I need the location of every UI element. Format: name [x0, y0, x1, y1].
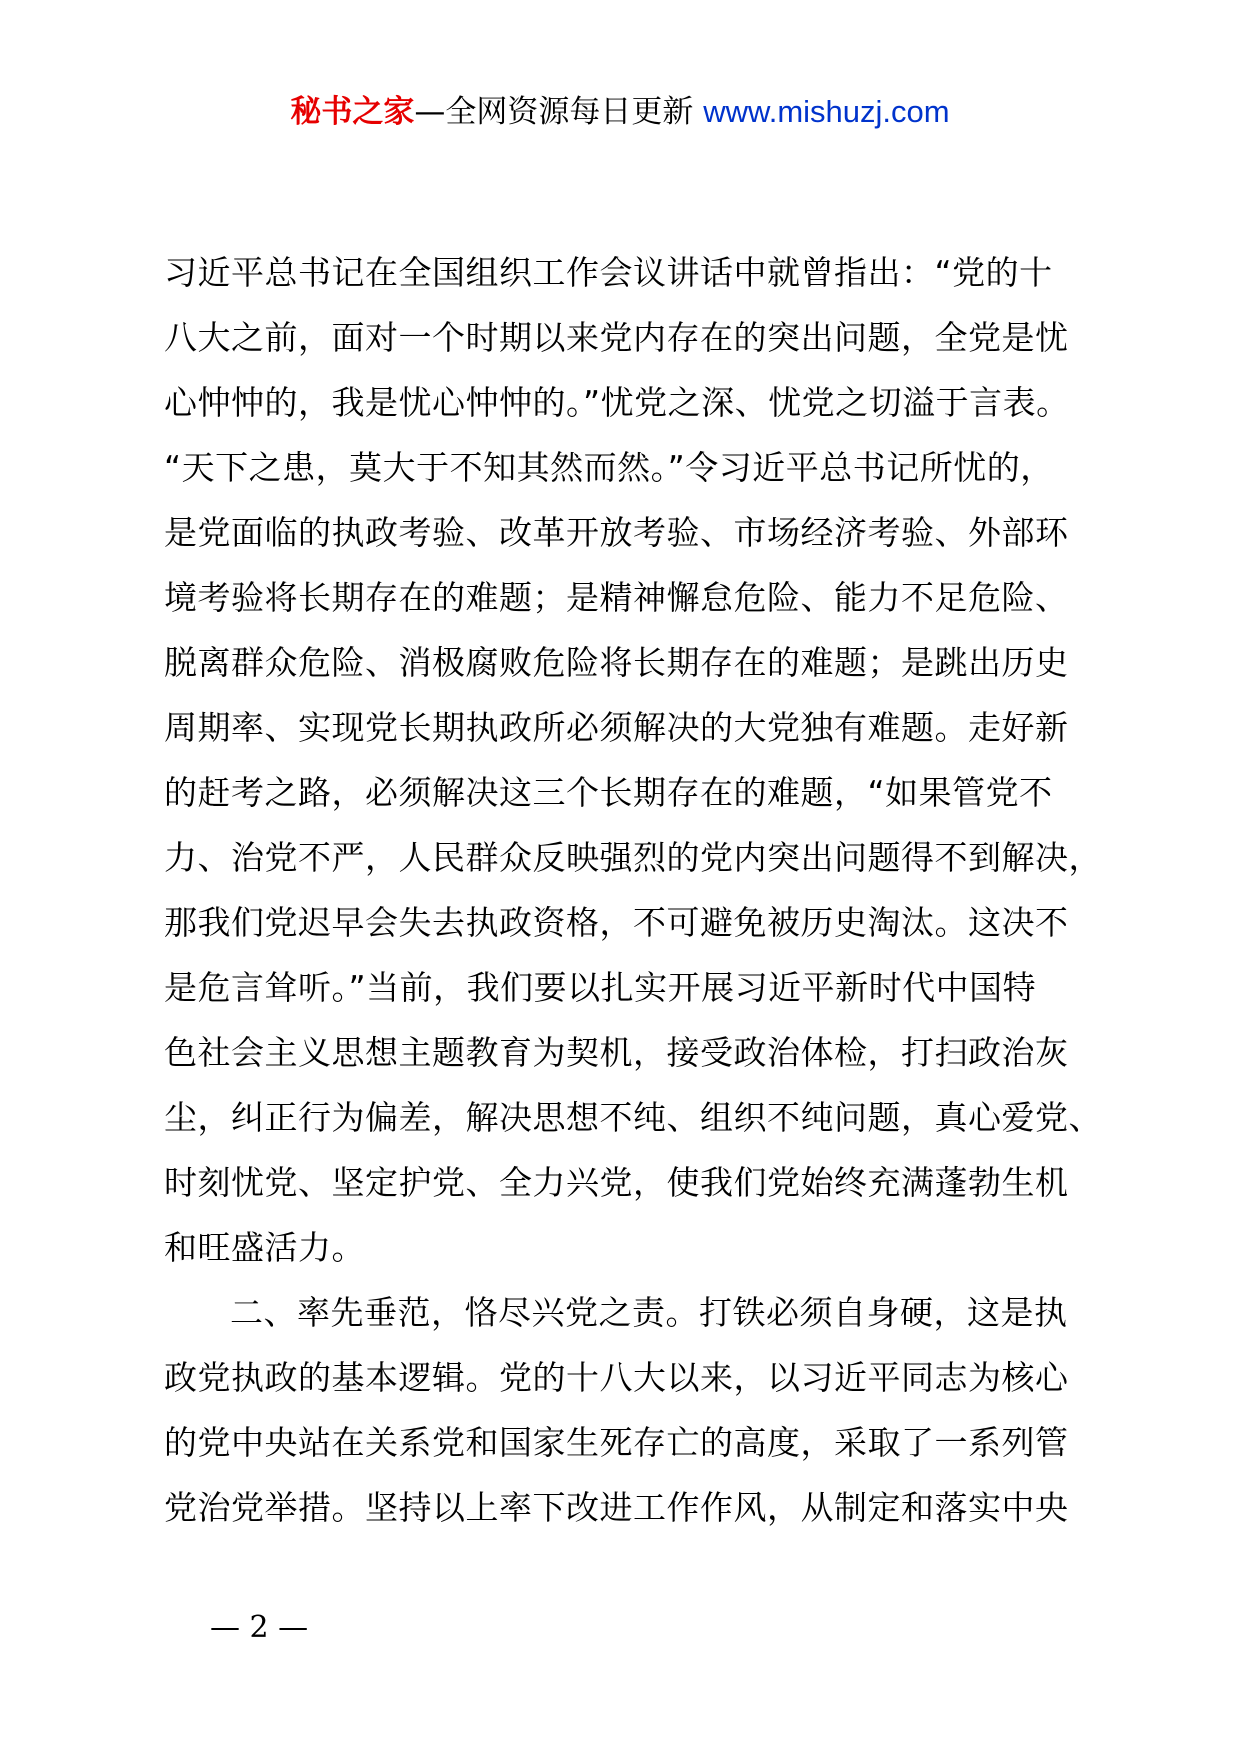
body-line: 色社会主义思想主题教育为契机，接受政治体检，打扫政治灰	[164, 1033, 1069, 1072]
body-line: 和旺盛活力。	[164, 1228, 365, 1267]
body-line: 尘，纠正行为偏差，解决思想不纯、组织不纯问题，真心爱党、	[164, 1098, 1102, 1137]
page-number: — 2 —	[210, 1610, 309, 1645]
body-line: 习近平总书记在全国组织工作会议讲话中就曾指出：“党的十	[164, 253, 1053, 292]
body-line: 力、治党不严，人民群众反映强烈的党内突出问题得不到解决，	[164, 838, 1102, 877]
body-line: 境考验将长期存在的难题；是精神懈怠危险、能力不足危险、	[164, 578, 1069, 617]
section-heading-line: 二、率先垂范，恪尽兴党之责。打铁必须自身硬，这是执	[230, 1293, 1068, 1332]
body-line: 心忡忡的，我是忧心忡忡的。”忧党之深、忧党之切溢于言表。	[164, 383, 1070, 422]
body-line: 党治党举措。坚持以上率下改进工作作风，从制定和落实中央	[164, 1488, 1069, 1527]
body-line: 的赶考之路，必须解决这三个长期存在的难题，“如果管党不	[164, 773, 1053, 812]
site-brand: 秘书之家	[290, 94, 415, 130]
body-line: 政党执政的基本逻辑。党的十八大以来，以习近平同志为核心	[164, 1358, 1069, 1397]
body-line: 八大之前，面对一个时期以来党内存在的突出问题，全党是忧	[164, 318, 1069, 357]
body-line: 是党面临的执政考验、改革开放考验、市场经济考验、外部环	[164, 513, 1069, 552]
body-line: 时刻忧党、坚定护党、全力兴党，使我们党始终充满蓬勃生机	[164, 1163, 1069, 1202]
site-url[interactable]: www.mishuzj.com	[703, 94, 950, 129]
site-slogan: —全网资源每日更新	[414, 94, 704, 130]
document-body	[164, 240, 1104, 1540]
body-line: 周期率、实现党长期执政所必须解决的大党独有难题。走好新	[164, 708, 1069, 747]
body-line: 是危言耸听。”当前，我们要以扎实开展习近平新时代中国特	[164, 968, 1037, 1007]
body-line: 的党中央站在关系党和国家生死存亡的高度，采取了一系列管	[164, 1423, 1069, 1462]
body-line: “天下之患，莫大于不知其然而然。”令习近平总书记所忧的，	[164, 448, 1054, 487]
site-header	[0, 92, 1240, 132]
body-line: 脱离群众危险、消极腐败危险将长期存在的难题；是跳出历史	[164, 643, 1069, 682]
body-line: 那我们党迟早会失去执政资格，不可避免被历史淘汰。这决不	[164, 903, 1069, 942]
